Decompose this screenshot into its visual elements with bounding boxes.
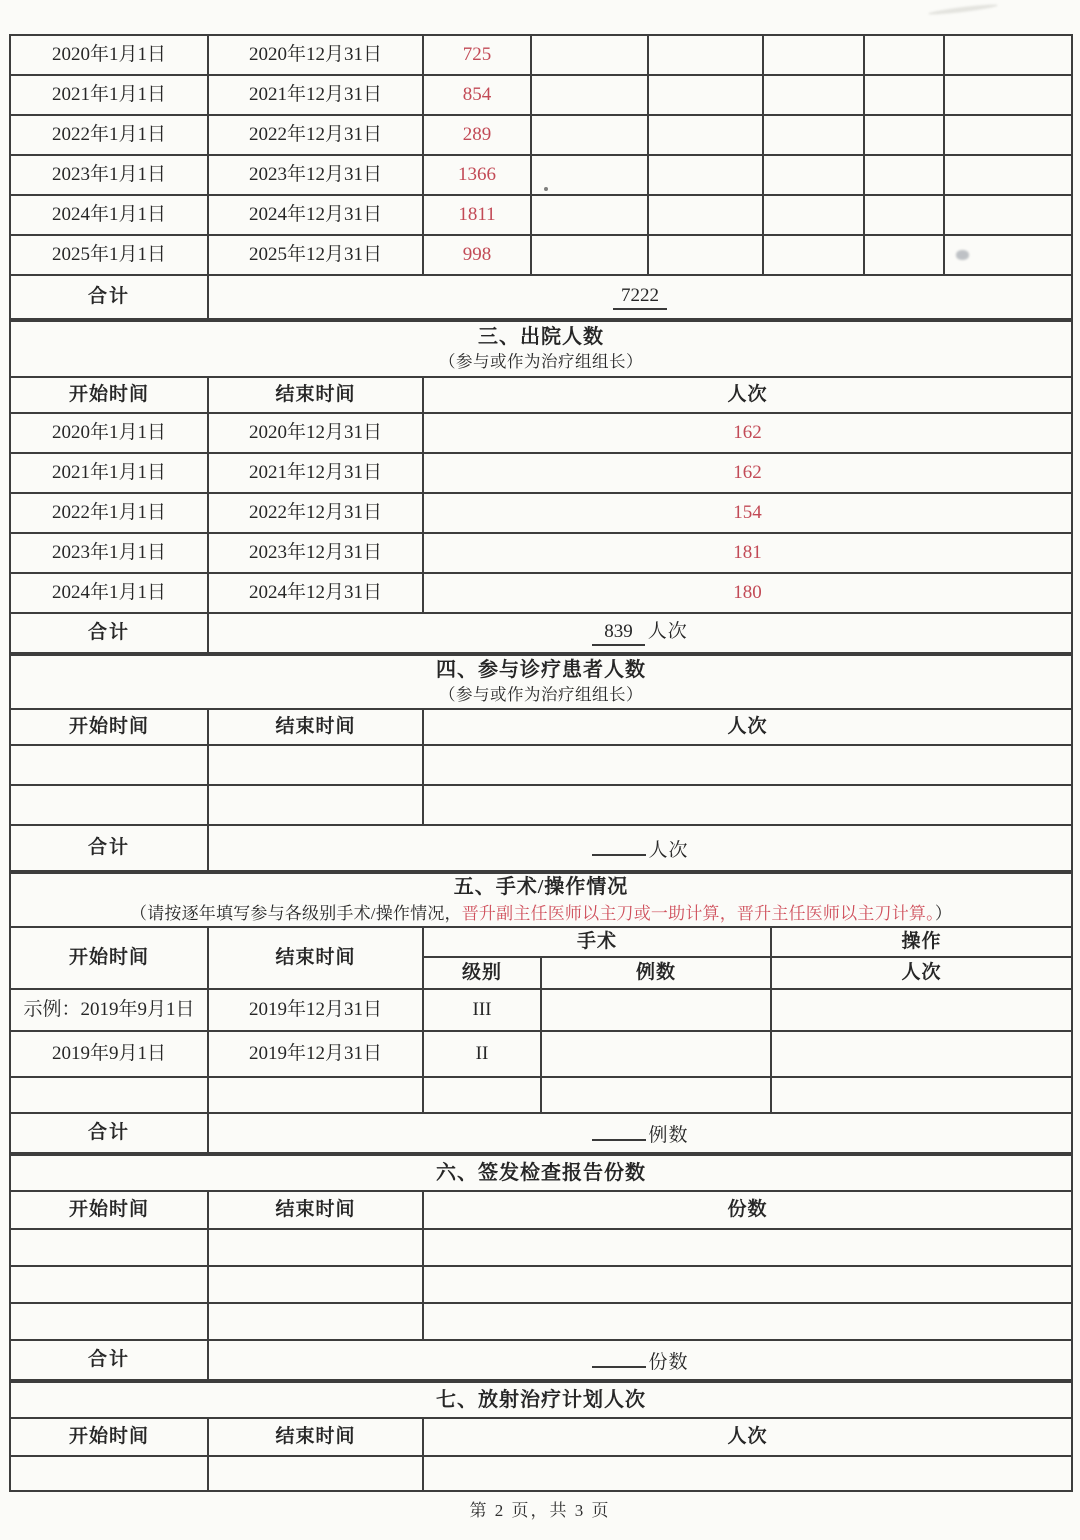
- section-title-cell: [10, 873, 1072, 927]
- value-cell: [423, 745, 1072, 785]
- total-label: 合计: [10, 825, 208, 871]
- end-date-cell: 2024年12月31日: [208, 573, 423, 613]
- page-footer: [9, 1496, 1071, 1521]
- column-header-level: 级别: [423, 957, 541, 989]
- end-date-cell: 2022年12月31日: [208, 115, 423, 155]
- value-cell: [423, 1303, 1072, 1340]
- note-suffix: ）: [934, 904, 953, 924]
- empty-cell: [864, 35, 944, 75]
- total-label: 合计: [10, 275, 208, 319]
- empty-cell: [648, 155, 763, 195]
- total-row: [10, 1340, 1072, 1380]
- start-date-cell: 2023年1月1日: [10, 533, 208, 573]
- empty-cell: [944, 195, 1072, 235]
- total-value-cell: [208, 613, 1072, 653]
- column-header-start: 开始时间: [10, 1418, 208, 1456]
- end-date-cell: 2021年12月31日: [208, 453, 423, 493]
- section-title: 七、放射治疗计划人次: [436, 1388, 647, 1411]
- empty-cell: [648, 195, 763, 235]
- value-cell: 1811: [423, 195, 531, 235]
- start-date-cell: 2021年1月1日: [10, 75, 208, 115]
- table-row: [10, 115, 1072, 155]
- table-row: [10, 35, 1072, 75]
- total-row: [10, 825, 1072, 871]
- column-header-operation: 操作: [771, 927, 1072, 957]
- end-date-cell: [208, 1229, 423, 1266]
- cases-cell: [541, 989, 771, 1031]
- value-cell: 181: [423, 533, 1072, 573]
- table-row: [10, 989, 1072, 1031]
- section-title-row: [10, 1382, 1072, 1418]
- cases-cell: [541, 1031, 771, 1077]
- start-date-cell: 2021年1月1日: [10, 453, 208, 493]
- section-title-row: [10, 655, 1072, 709]
- blank-line: [592, 1119, 646, 1141]
- total-label: 合计: [10, 1113, 208, 1153]
- empty-cell: [944, 155, 1072, 195]
- table-row: [10, 453, 1072, 493]
- table-row: [10, 1229, 1072, 1266]
- start-date-cell: 2022年1月1日: [10, 493, 208, 533]
- value-cell: 162: [423, 413, 1072, 453]
- column-header-start: 开始时间: [10, 377, 208, 413]
- table-row: [10, 75, 1072, 115]
- empty-cell: [531, 195, 648, 235]
- value-cell: 1366: [423, 155, 531, 195]
- value-cell: 154: [423, 493, 1072, 533]
- empty-cell: [944, 115, 1072, 155]
- empty-cell: [648, 115, 763, 155]
- column-header-end: 结束时间: [208, 377, 423, 413]
- column-header-end: 结束时间: [208, 1418, 423, 1456]
- table-row: [10, 493, 1072, 533]
- total-unit: 人次: [648, 839, 689, 861]
- column-header-value: 人次: [423, 1418, 1072, 1456]
- table-row: [10, 573, 1072, 613]
- section-title: 三、出院人数: [478, 326, 605, 349]
- empty-cell: [531, 155, 648, 195]
- times-cell: [771, 1077, 1072, 1113]
- empty-cell: [944, 235, 1072, 275]
- column-header-cases: 例数: [541, 957, 771, 989]
- level-cell: III: [423, 989, 541, 1031]
- section-title: 五、手术/操作情况: [453, 876, 629, 899]
- prev-section-table: [9, 34, 1073, 320]
- column-header-start: 开始时间: [10, 1191, 208, 1229]
- start-date-cell: 2024年1月1日: [10, 195, 208, 235]
- empty-cell: [648, 35, 763, 75]
- note-red-text: 晋升副主任医师以主刀或一助计算，晋升主任医师以主刀计算。: [461, 904, 935, 924]
- section-subtitle: （参与或作为治疗组组长）: [439, 685, 644, 705]
- empty-cell: [648, 75, 763, 115]
- total-value-cell: [208, 1113, 1072, 1153]
- total-value-cell: [208, 275, 1072, 319]
- empty-cell: [944, 35, 1072, 75]
- column-header-start: 开始时间: [10, 709, 208, 745]
- empty-cell: [531, 35, 648, 75]
- end-date-cell: [208, 1077, 423, 1113]
- start-date-cell: [10, 785, 208, 825]
- table-row: [10, 533, 1072, 573]
- treated-patients-section-table: [9, 654, 1073, 872]
- start-date-cell: 2020年1月1日: [10, 413, 208, 453]
- empty-cell: [763, 115, 864, 155]
- end-date-cell: [208, 785, 423, 825]
- scan-speck: [928, 3, 998, 16]
- empty-cell: [531, 75, 648, 115]
- empty-cell: [864, 155, 944, 195]
- times-cell: [771, 1031, 1072, 1077]
- total-unit: 例数: [648, 1124, 689, 1146]
- end-date-cell: 2020年12月31日: [208, 413, 423, 453]
- radiotherapy-section-table: [9, 1381, 1073, 1492]
- start-date-cell: [10, 1266, 208, 1303]
- end-date-cell: 2019年12月31日: [208, 1031, 423, 1077]
- end-date-cell: [208, 745, 423, 785]
- end-date-cell: 2024年12月31日: [208, 195, 423, 235]
- start-date-cell: [10, 1303, 208, 1340]
- header-row: [10, 1418, 1072, 1456]
- column-header-surgery: 手术: [423, 927, 771, 957]
- column-header-end: 结束时间: [208, 709, 423, 745]
- empty-cell: [763, 195, 864, 235]
- column-header-end: 结束时间: [208, 927, 423, 989]
- table-row: [10, 1077, 1072, 1113]
- start-date-cell: 2023年1月1日: [10, 155, 208, 195]
- section-title: 四、参与诊疗患者人数: [436, 659, 647, 682]
- value-cell: [423, 1266, 1072, 1303]
- total-value: 839: [592, 620, 645, 647]
- table-row: [10, 1456, 1072, 1491]
- empty-cell: [763, 75, 864, 115]
- table-row: [10, 413, 1072, 453]
- section-title-row: [10, 321, 1072, 377]
- end-date-cell: [208, 1266, 423, 1303]
- level-cell: [423, 1077, 541, 1113]
- section-title-cell: [10, 1155, 1072, 1191]
- end-date-cell: 2022年12月31日: [208, 493, 423, 533]
- surgery-section-table: [9, 872, 1073, 1154]
- end-date-cell: 2025年12月31日: [208, 235, 423, 275]
- header-row: [10, 1191, 1072, 1229]
- header-row: [10, 709, 1072, 745]
- times-cell: [771, 989, 1072, 1031]
- value-cell: 854: [423, 75, 531, 115]
- section-note: [11, 903, 1071, 924]
- column-header-start: 开始时间: [10, 927, 208, 989]
- section-title-cell: [10, 655, 1072, 709]
- total-label: 合计: [10, 1340, 208, 1380]
- total-unit: 人次: [647, 620, 688, 642]
- value-cell: [423, 1456, 1072, 1491]
- start-date-cell: [10, 745, 208, 785]
- value-cell: 180: [423, 573, 1072, 613]
- blank-line: [592, 834, 646, 856]
- note-prefix: （请按逐年填写参与各级别手术/操作情况，: [130, 904, 462, 924]
- level-cell: II: [423, 1031, 541, 1077]
- table-row: [10, 235, 1072, 275]
- value-cell: 162: [423, 453, 1072, 493]
- table-row: [10, 1266, 1072, 1303]
- value-cell: 725: [423, 35, 531, 75]
- start-date-cell: 2019年9月1日: [10, 1031, 208, 1077]
- empty-cell: [763, 235, 864, 275]
- header-row: [10, 377, 1072, 413]
- column-header-end: 结束时间: [208, 1191, 423, 1229]
- empty-cell: [864, 195, 944, 235]
- value-cell: [423, 1229, 1072, 1266]
- total-label: 合计: [10, 613, 208, 653]
- total-value-cell: [208, 825, 1072, 871]
- table-row: [10, 1031, 1072, 1077]
- section-title: 六、签发检查报告份数: [436, 1161, 647, 1184]
- total-unit: 份数: [648, 1351, 689, 1373]
- end-date-cell: 2020年12月31日: [208, 35, 423, 75]
- start-date-cell: 示例：2019年9月1日: [10, 989, 208, 1031]
- discharge-section-table: [9, 320, 1073, 654]
- start-date-cell: 2025年1月1日: [10, 235, 208, 275]
- start-date-cell: 2022年1月1日: [10, 115, 208, 155]
- end-date-cell: 2021年12月31日: [208, 75, 423, 115]
- value-cell: [423, 785, 1072, 825]
- section-title-cell: [10, 321, 1072, 377]
- table-row: [10, 155, 1072, 195]
- empty-cell: [648, 235, 763, 275]
- section-title-row: [10, 1155, 1072, 1191]
- empty-cell: [531, 115, 648, 155]
- start-date-cell: [10, 1229, 208, 1266]
- header-row: [10, 927, 1072, 957]
- page-number-text: 第 2 页，共 3 页: [469, 1501, 611, 1520]
- table-row: [10, 785, 1072, 825]
- total-row: [10, 613, 1072, 653]
- section-title-row: [10, 873, 1072, 927]
- column-header-value: 份数: [423, 1191, 1072, 1229]
- end-date-cell: 2023年12月31日: [208, 533, 423, 573]
- empty-cell: [864, 75, 944, 115]
- section-title-cell: [10, 1382, 1072, 1418]
- column-header-value: 人次: [423, 377, 1072, 413]
- value-cell: 289: [423, 115, 531, 155]
- start-date-cell: 2020年1月1日: [10, 35, 208, 75]
- end-date-cell: [208, 1456, 423, 1491]
- section-subtitle: （参与或作为治疗组组长）: [439, 352, 644, 372]
- total-row: [10, 275, 1072, 319]
- table-row: [10, 745, 1072, 785]
- end-date-cell: 2019年12月31日: [208, 989, 423, 1031]
- empty-cell: [763, 35, 864, 75]
- empty-cell: [763, 155, 864, 195]
- column-header-times: 人次: [771, 957, 1072, 989]
- total-value-cell: [208, 1340, 1072, 1380]
- start-date-cell: 2024年1月1日: [10, 573, 208, 613]
- value-cell: 998: [423, 235, 531, 275]
- empty-cell: [864, 115, 944, 155]
- end-date-cell: 2023年12月31日: [208, 155, 423, 195]
- empty-cell: [864, 235, 944, 275]
- total-value: 7222: [613, 284, 667, 311]
- empty-cell: [531, 235, 648, 275]
- table-row: [10, 195, 1072, 235]
- column-header-value: 人次: [423, 709, 1072, 745]
- blank-line: [592, 1346, 646, 1368]
- start-date-cell: [10, 1077, 208, 1113]
- table-row: [10, 1303, 1072, 1340]
- end-date-cell: [208, 1303, 423, 1340]
- total-row: [10, 1113, 1072, 1153]
- start-date-cell: [10, 1456, 208, 1491]
- empty-cell: [944, 75, 1072, 115]
- reports-section-table: [9, 1154, 1073, 1381]
- cases-cell: [541, 1077, 771, 1113]
